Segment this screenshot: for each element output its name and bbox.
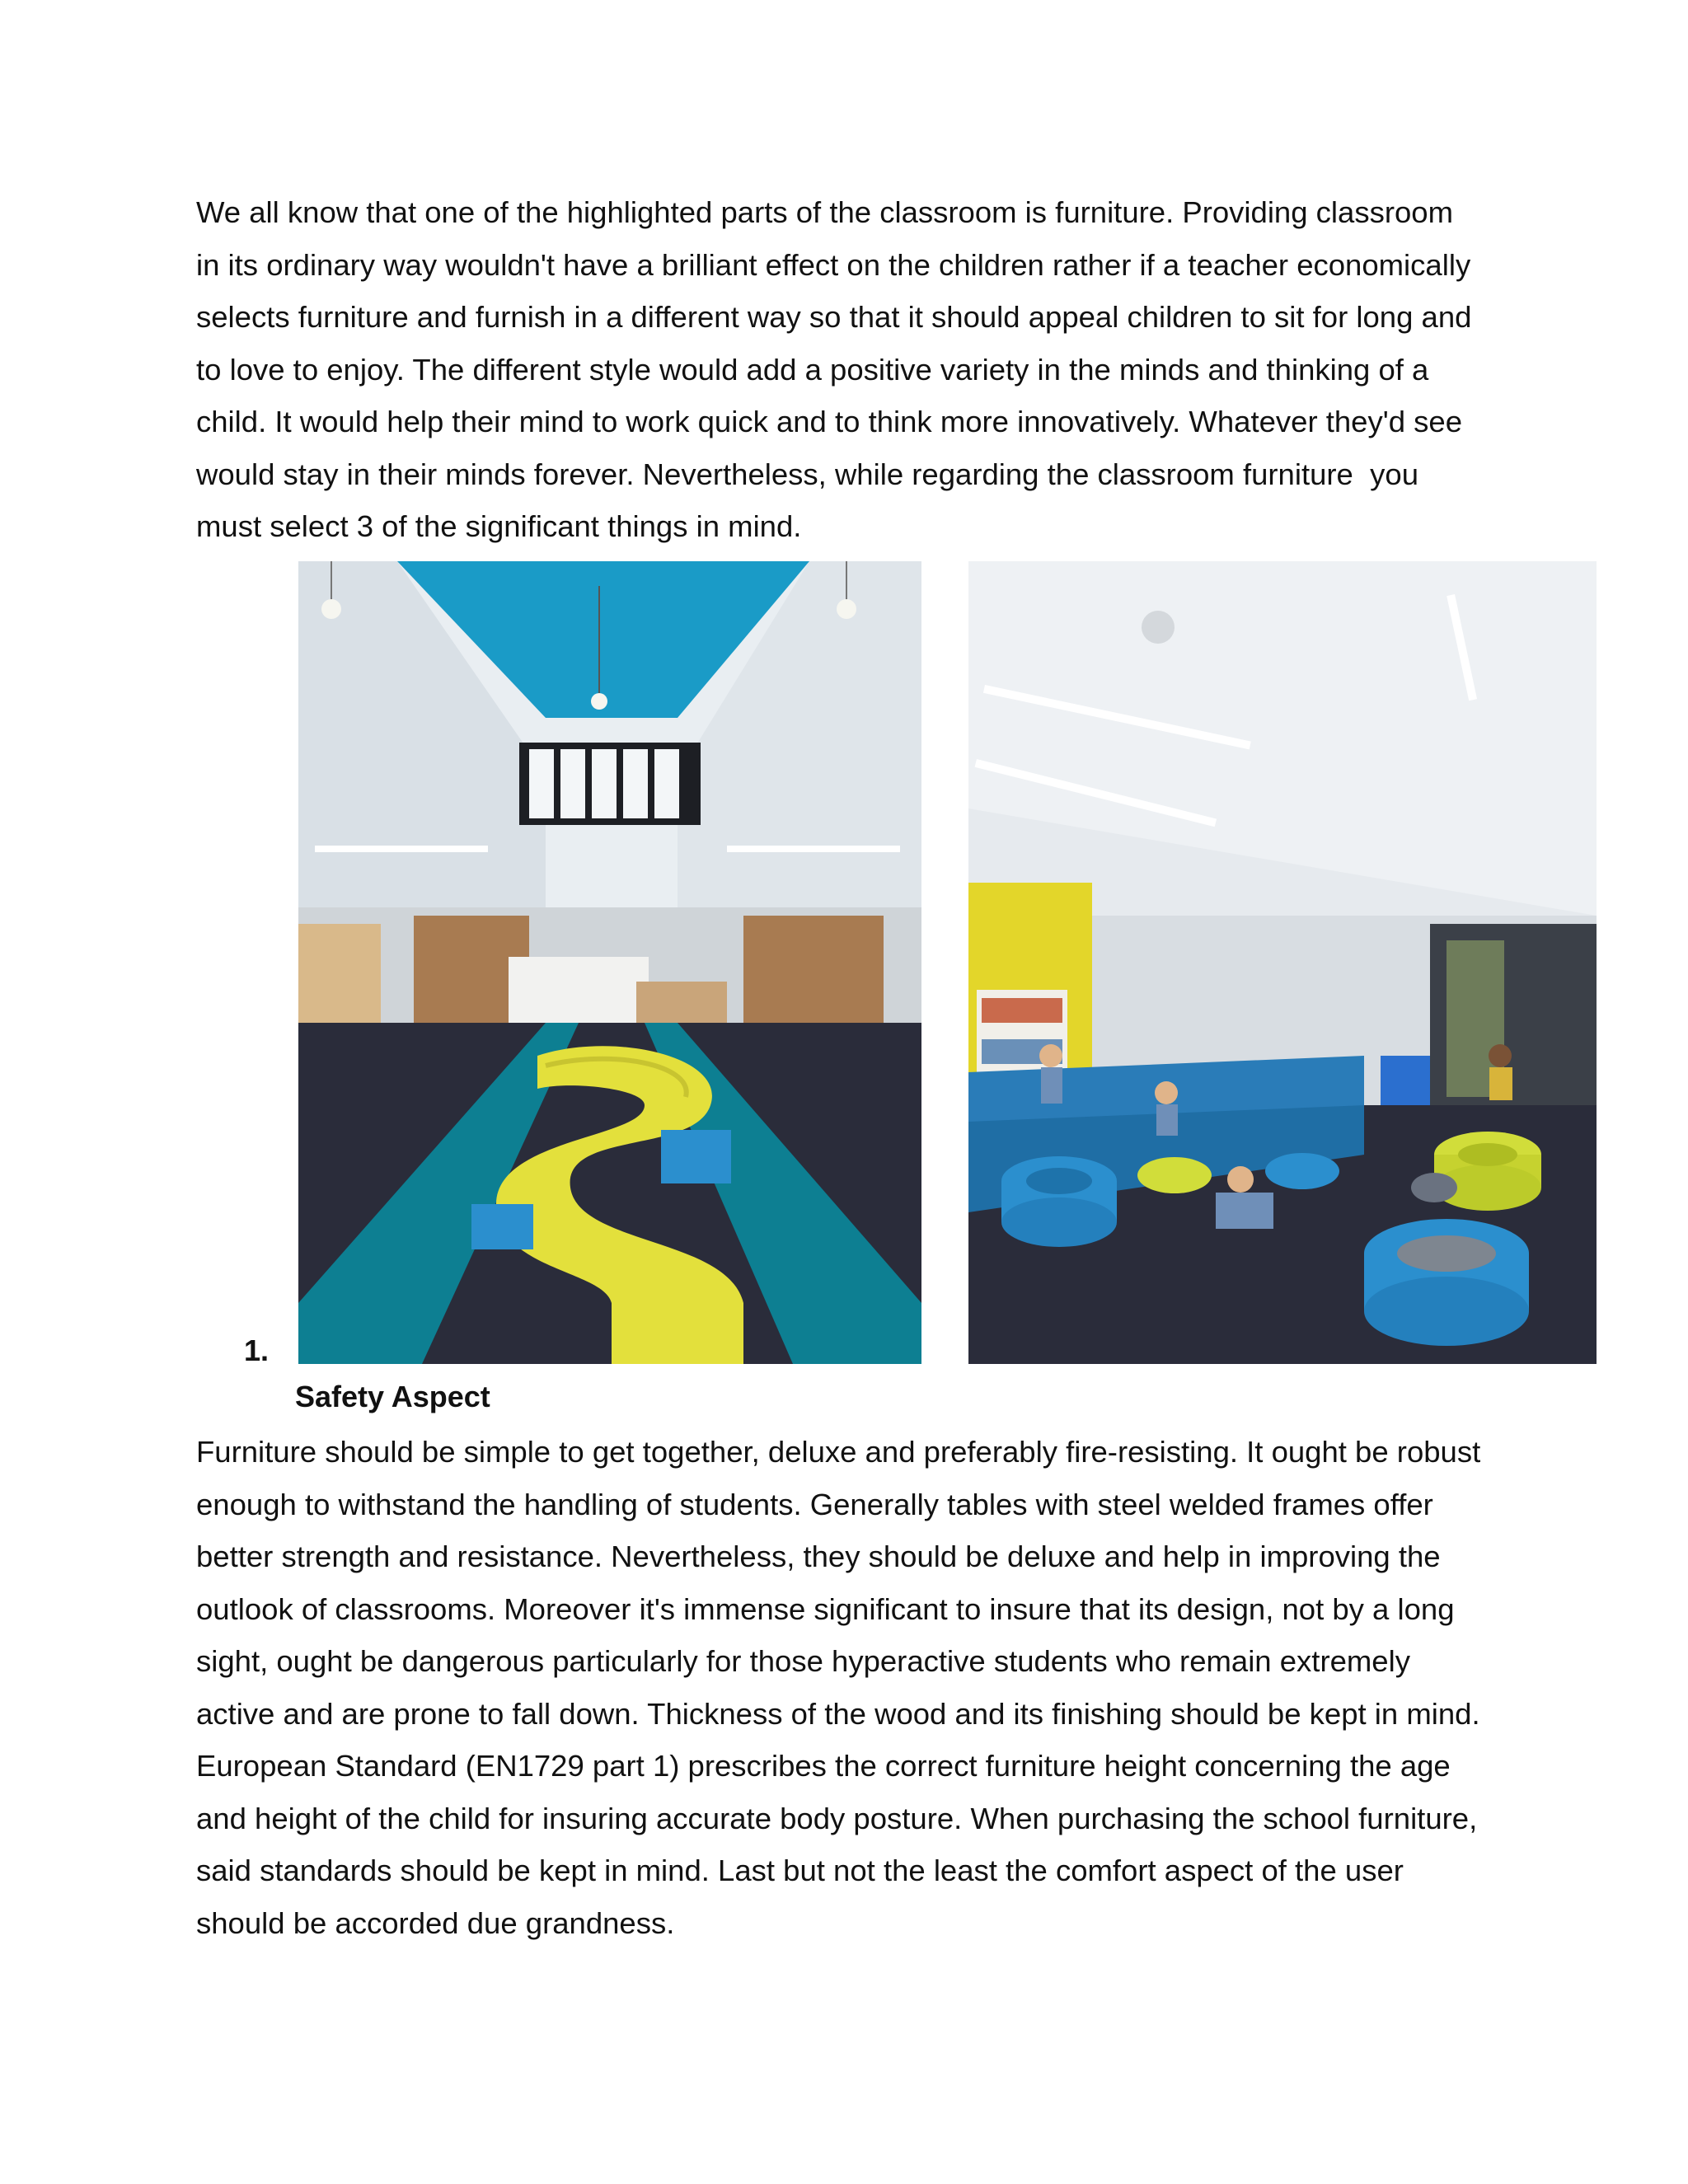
section-paragraph [196,1426,1548,1949]
section-line: better strength and resistance. Nevertheless, they should be deluxe and help in improving the [196,1540,1441,1573]
section-line: said standards should be kept in mind. Last but not the least the comfort aspect of the user [196,1854,1404,1887]
section-line: should be accorded due grandness. [196,1905,675,1940]
section-line: outlook of classrooms. Moreover it's immense significant to insure that its design, not by a long [196,1591,1455,1626]
list-number: 1. [244,1333,270,1367]
intro-line: to love to enjoy. The different style would add a positive variety in the minds and thinking of a [196,352,1429,387]
intro-line: in its ordinary way wouldn't have a brilliant effect on the children rather if a teacher economically [196,247,1471,282]
intro-line: would stay in their minds forever. Nevertheless, while regarding the classroom furniture you [196,457,1418,491]
section-heading: Safety Aspect [295,1380,490,1413]
intro-paragraph [196,186,1548,553]
section-line: and height of the child for insuring accurate body posture. When purchasing the school furniture, [196,1801,1478,1835]
section-line: sight, ought be dangerous particularly for those hyperactive students who remain extremely [196,1644,1410,1678]
intro-line: We all know that one of the highlighted parts of the classroom is furniture. Providing classroom [196,195,1453,229]
intro-line: selects furniture and furnish in a different way so that it should appeal children to sit for long and [196,300,1472,334]
intro-line: child. It would help their mind to work quick and to think more innovatively. Whatever they'd see [196,405,1462,438]
classroom-photo-left [298,561,921,1364]
intro-line: must select 3 of the significant things in mind. [196,509,802,543]
section-line: European Standard (EN1729 part 1) prescribes the correct furniture height concerning the age [196,1749,1451,1783]
section-line: enough to withstand the handling of students. Generally tables with steel welded frames offer [196,1487,1433,1521]
section-line: active and are prone to fall down. Thickness of the wood and its finishing should be kept in mind. [196,1696,1480,1731]
section-line: Furniture should be simple to get together, deluxe and preferably fire-resisting. It ought be robust [196,1435,1481,1469]
classroom-photo-right [968,561,1597,1364]
